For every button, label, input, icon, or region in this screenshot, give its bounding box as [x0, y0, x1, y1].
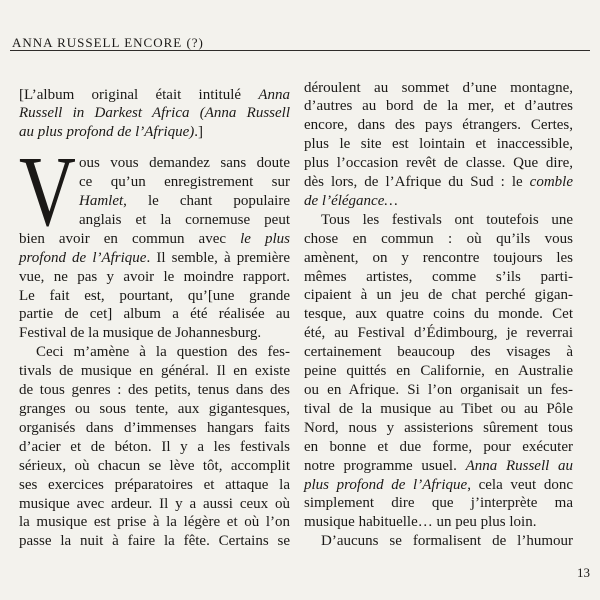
line-text: tesque, aux quatre coins du monde. Cet — [304, 306, 573, 323]
line-text: d’autres au bord de la mer, et d’autres — [304, 98, 573, 115]
italic-text: au plus profond de l’Afrique) — [19, 124, 195, 141]
line-text: chose en commun : où qu’ils vous — [304, 230, 573, 247]
right-column — [304, 79, 573, 552]
text-line — [19, 438, 290, 457]
editor-note — [19, 86, 290, 143]
text-line — [304, 381, 573, 400]
line-text: sérieux, où chacun se lève tôt, accomplit — [19, 457, 290, 474]
line-text: d’acier et de béton. Il y a les festivals — [19, 438, 290, 455]
italic-text: Anna Russell au — [465, 457, 574, 474]
line-text: .] — [194, 124, 204, 141]
line-text: cipaient à un jeu de chat perché gigan- — [304, 287, 573, 304]
text-line — [19, 268, 290, 287]
humour-paragraph — [304, 532, 573, 551]
line-text: partie de cet] album a été réalisée au — [19, 306, 290, 323]
line-text: tival de la musique au Tibet ou au Pôle — [304, 400, 573, 417]
festivals-paragraph — [19, 343, 290, 551]
text-line — [304, 268, 573, 287]
text-line — [19, 86, 290, 105]
line-text: ses exercices préparatoires et attaque la — [19, 476, 290, 493]
text-line — [19, 419, 290, 438]
text-line — [304, 324, 573, 343]
text-line — [19, 324, 290, 343]
text-line — [19, 400, 290, 419]
text-line — [304, 173, 573, 192]
text-line — [304, 419, 573, 438]
line-text: plus le site est lointain et inaccessible, — [304, 136, 573, 153]
italic-text: plus profond de l’Afrique — [304, 476, 468, 493]
line-text: simplement dire que j’interprète ma — [304, 495, 573, 512]
line-text: certainement beaucoup des visages à — [304, 344, 573, 361]
line-text: Nord, nous y assisterions sûrement tous — [304, 419, 573, 436]
text-line — [304, 494, 573, 513]
text-line — [304, 457, 573, 476]
header-rule — [10, 50, 590, 51]
line-text: passe la nuit à faire la fête. Certains se — [19, 533, 290, 550]
text-line — [304, 476, 573, 495]
line-text: en bonne et due forme, pour exécuter — [304, 438, 573, 455]
line-text: été, au Festival d’Édimbourg, je reverrai — [304, 325, 573, 342]
text-line — [19, 495, 290, 514]
text-line — [304, 192, 573, 211]
italic-text: Anna — [258, 86, 290, 103]
line-text: amènent, on y rencontre toujours les — [304, 249, 573, 266]
page-number: 13 — [577, 565, 590, 580]
running-head-title: ANNA RUSSELL ENCORE (?) — [12, 35, 204, 50]
text-line — [19, 381, 290, 400]
text-line — [19, 513, 290, 532]
line-text: organisés dans d’immenses hangars faits — [19, 419, 290, 436]
text-line — [304, 305, 573, 324]
line-text: bien avoir en commun avec — [19, 230, 241, 247]
italic-text: Russell in Darkest Africa (Anna Russell — [19, 105, 290, 122]
line-text: , cela veut donc — [467, 476, 573, 493]
line-text: [L’album original était intitulé — [19, 86, 259, 103]
line-text: musique habituelle… un peu plus loin. — [304, 514, 537, 531]
text-line — [304, 438, 573, 457]
text-line — [304, 211, 573, 230]
line-text: notre programme usuel. — [304, 457, 466, 474]
line-text: Ceci m’amène à la question des fes- — [36, 344, 290, 361]
text-line — [19, 476, 290, 495]
line-text: musique avec ardeur. Il y a aussi ceux où — [19, 495, 290, 512]
line-text: dès lors, de l’Afrique du Sud : le — [304, 174, 530, 191]
italic-text: le plus — [240, 230, 290, 247]
intro-paragraph — [19, 134, 291, 343]
line-text: anglais et la cornemuse peut — [79, 211, 290, 228]
line-text: déroulent au sommet d’une montagne, — [304, 79, 573, 96]
line-text: de tous genres : des petits, tenus dans des — [19, 382, 290, 399]
text-line — [304, 116, 573, 135]
left-column — [19, 86, 290, 552]
line-text: ce qu’un enregistrement sur — [79, 174, 290, 191]
italic-text: Hamlet — [79, 193, 124, 210]
text-line — [19, 532, 290, 551]
italic-text: de l’élégance… — [304, 192, 398, 209]
line-text: peine quittés en Californie, en Australie — [304, 363, 573, 380]
text-line — [19, 249, 290, 268]
text-line — [304, 343, 573, 362]
line-text: vue, ne pas y avoir le moindre rapport. — [19, 268, 290, 285]
text-line — [19, 287, 290, 306]
text-line — [19, 362, 290, 381]
line-text: ou en Afrique. Si l’on organisait un fes- — [304, 382, 573, 398]
text-line — [304, 249, 573, 268]
italic-text: profond de l’Afrique — [19, 249, 147, 266]
line-text: plus l’occasion revêt de classe. Que dire, — [304, 155, 573, 172]
text-line — [304, 97, 573, 116]
text-line — [304, 362, 573, 381]
line-text: ous vous demandez sans doute — [79, 155, 290, 172]
line-text: D’aucuns se formalisent de l’humour — [321, 533, 573, 550]
line-text: la musique est prise à la légère et où l’on — [19, 514, 290, 531]
line-text: encore, dans des pays étrangers. Certes, — [304, 117, 573, 134]
italic-text: comble — [529, 174, 573, 191]
line-text: granges ou sous tente, aux gigantesques, — [19, 401, 290, 417]
text-line — [19, 343, 290, 362]
line-text: Le fait est, pourtant, qu’[une grande — [19, 287, 290, 304]
drop-cap: V — [19, 134, 76, 247]
text-line — [19, 305, 290, 324]
text-line — [304, 400, 573, 419]
line-text: mêmes artistes, comme s’ils parti- — [304, 268, 573, 285]
text-line — [304, 79, 573, 98]
text-line — [304, 286, 573, 305]
line-text: Tous les festivals ont toutefois une — [321, 211, 573, 228]
line-text: , le chant populaire — [123, 193, 290, 210]
text-line — [304, 135, 573, 154]
text-line — [304, 230, 573, 249]
line-text: . Il semble, à première — [146, 249, 291, 266]
common-paragraph — [304, 211, 573, 532]
text-line — [19, 104, 290, 123]
text-line — [304, 154, 573, 173]
text-line — [19, 457, 290, 476]
continued-paragraph — [304, 79, 573, 211]
text-line — [304, 532, 573, 551]
text-line — [304, 513, 573, 532]
line-text: tivals de musique en général. Il en existe — [19, 363, 290, 380]
line-text: Festival de la musique de Johannesburg. — [19, 325, 262, 342]
